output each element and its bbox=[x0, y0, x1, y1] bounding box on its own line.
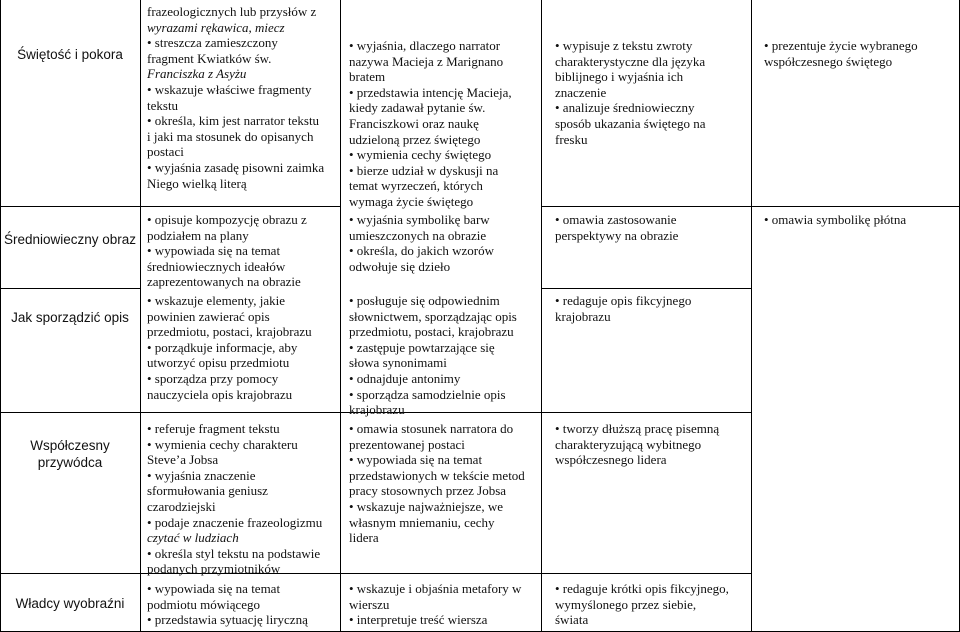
text-line: • podaje znaczenie frazeologizmu bbox=[147, 514, 323, 530]
text-line: wyrazami rękawica, miecz bbox=[147, 19, 285, 35]
row-divider bbox=[0, 573, 751, 574]
text-line: • wskazuje właściwe fragmenty bbox=[147, 81, 312, 97]
text-line: przedmiotu, postaci, krajobrazu bbox=[147, 324, 312, 340]
table-border bbox=[0, 0, 1, 632]
text-line: współczesnego lidera bbox=[555, 452, 667, 468]
text-line: • określa styl tekstu na podstawie bbox=[147, 545, 321, 561]
text-line: • odnajduje antonimy bbox=[349, 370, 461, 386]
text-line: • określa, kim jest narrator tekstu bbox=[147, 113, 320, 129]
text-line: fresku bbox=[555, 131, 588, 147]
topic-cell: Jak sporządzić opis bbox=[11, 310, 129, 325]
column-divider bbox=[140, 0, 141, 632]
text-line: • przedstawia intencję Macieja, bbox=[349, 84, 512, 100]
requirements-cell bbox=[349, 293, 517, 418]
text-line: • tworzy dłuższą pracę pisemną bbox=[555, 421, 720, 436]
text-line: słownictwem, sporządzając opis bbox=[349, 308, 517, 324]
text-line: • omawia zastosowanie bbox=[555, 212, 677, 227]
topic-cell: Władcy wyobraźni bbox=[15, 596, 125, 611]
topic-cell: Średniowieczny obraz bbox=[3, 232, 137, 247]
text-line: fragment Kwiatków św. bbox=[147, 50, 272, 66]
row-divider bbox=[541, 288, 751, 289]
text-line: świata bbox=[555, 612, 589, 628]
text-line: charakterystyczne dla języka bbox=[555, 53, 706, 69]
text-line: • wypisuje z tekstu zwroty bbox=[555, 38, 693, 53]
text-line: • wymienia cechy świętego bbox=[349, 147, 492, 163]
text-line: wymaga życie świętego bbox=[349, 193, 474, 209]
text-line: podmiotu mówiącego bbox=[147, 596, 261, 612]
topic-cell: Współczesny przywódca bbox=[30, 438, 110, 470]
text-line: czarodziejski bbox=[147, 498, 216, 514]
text-line: średniowiecznych ideałów bbox=[147, 258, 286, 274]
text-line: zaprezentowanych na obrazie bbox=[147, 274, 301, 290]
text-line: udzieloną przez świętego bbox=[349, 131, 481, 147]
text-line: krajobrazu bbox=[349, 402, 405, 418]
topic-cell: Świętość i pokora bbox=[17, 47, 123, 62]
text-line: utworzyć opisu przedmiotu bbox=[147, 355, 290, 371]
text-line: lidera bbox=[349, 530, 379, 546]
text-line: • wypowiada się na temat bbox=[147, 581, 281, 596]
text-line: tekstu bbox=[147, 97, 179, 113]
column-divider bbox=[751, 0, 752, 632]
text-line: odwołuje się dzieło bbox=[349, 258, 451, 274]
requirements-cell bbox=[349, 212, 494, 274]
requirements-cell bbox=[147, 421, 322, 577]
text-line: Steve’a Jobsa bbox=[147, 452, 219, 468]
text-line: • wskazuje elementy, jakie bbox=[147, 293, 285, 308]
text-line: pracy stosownych przez Jobsa bbox=[349, 483, 507, 499]
text-line: postaci bbox=[147, 144, 184, 160]
text-line: wymyślonego przez siebie, bbox=[555, 596, 697, 612]
text-line: • redaguje krótki opis fikcyjnego, bbox=[555, 581, 729, 596]
column-divider bbox=[340, 0, 341, 632]
text-line: • redaguje opis fikcyjnego bbox=[555, 293, 692, 308]
text-line: • wyjaśnia zasadę pisowni zaimka bbox=[147, 159, 325, 175]
column-divider bbox=[541, 0, 542, 632]
row-divider bbox=[0, 206, 340, 207]
text-line: krajobrazu bbox=[555, 308, 611, 324]
text-line: • sporządza przy pomocy bbox=[147, 370, 279, 386]
text-line: • bierze udział w dyskusji na bbox=[349, 162, 499, 178]
requirements-cell bbox=[147, 293, 312, 402]
text-line: wierszu bbox=[349, 596, 390, 612]
requirements-cell bbox=[555, 421, 719, 468]
text-line: kiedy zadawał pytanie św. bbox=[349, 100, 486, 116]
requirements-cell bbox=[147, 4, 324, 191]
text-line: • określa, do jakich wzorów bbox=[349, 243, 494, 259]
text-line: Franciszkowi oraz naukę bbox=[349, 115, 479, 131]
text-line: przedmiotu, postaci, krajobrazu bbox=[349, 324, 514, 340]
text-line: • streszcza zamieszczony bbox=[147, 35, 278, 51]
requirements-cell bbox=[764, 38, 918, 69]
requirements-cell bbox=[555, 581, 729, 628]
requirements-cell bbox=[555, 212, 678, 243]
text-line: • omawia stosunek narratora do bbox=[349, 421, 514, 436]
requirements-cell bbox=[555, 293, 691, 324]
text-line: • wyjaśnia, dlaczego narrator bbox=[349, 38, 501, 53]
row-divider bbox=[541, 206, 960, 207]
text-line: • wypowiada się na temat bbox=[147, 243, 281, 259]
text-line: podanych przymiotników bbox=[147, 561, 281, 577]
text-line: • posługuje się odpowiednim bbox=[349, 293, 500, 308]
requirements-cell bbox=[147, 581, 308, 628]
text-line: bratem bbox=[349, 69, 386, 85]
text-line: Niego wielką literą bbox=[147, 175, 247, 191]
text-line: przedstawionych w tekście metod bbox=[349, 467, 525, 483]
text-line: • sporządza samodzielnie opis bbox=[349, 386, 506, 402]
text-line: nazywa Macieja z Marignano bbox=[349, 53, 504, 69]
text-line: znaczenie bbox=[555, 84, 607, 100]
requirements-cell bbox=[555, 38, 706, 147]
requirements-cell bbox=[349, 38, 512, 210]
text-line: • zastępuje powtarzające się bbox=[349, 339, 495, 355]
text-line: • referuje fragment tekstu bbox=[147, 421, 280, 436]
text-line: współczesnego świętego bbox=[764, 53, 893, 69]
text-line: • wymienia cechy charakteru bbox=[147, 436, 298, 452]
text-line: • wyjaśnia symbolikę barw bbox=[349, 212, 490, 227]
text-line: • wyjaśnia znaczenie bbox=[147, 467, 256, 483]
text-line: • przedstawia sytuację liryczną bbox=[147, 612, 308, 628]
text-line: • prezentuje życie wybranego bbox=[764, 38, 918, 53]
text-line: perspektywy na obrazie bbox=[555, 227, 679, 243]
text-line: własnym mniemaniu, cechy bbox=[349, 514, 495, 530]
text-line: • wskazuje najważniejsze, we bbox=[349, 498, 503, 514]
requirements-cell bbox=[349, 421, 525, 546]
text-line: • interpretuje treść wiersza bbox=[349, 612, 488, 628]
text-line: • wypowiada się na temat bbox=[349, 452, 483, 468]
requirements-cell bbox=[349, 581, 521, 628]
text-line: Franciszka z Asyżu bbox=[147, 66, 247, 82]
text-line: słowa synonimami bbox=[349, 355, 447, 371]
text-line: • opisuje kompozycję obrazu z bbox=[147, 212, 307, 227]
text-line: prezentowanej postaci bbox=[349, 436, 465, 452]
text-line: umieszczonych na obrazie bbox=[349, 227, 487, 243]
text-line: • porządkuje informacje, aby bbox=[147, 339, 298, 355]
text-line: • omawia symbolikę płótna bbox=[764, 212, 907, 227]
text-line: charakteryzującą wybitnego bbox=[555, 436, 702, 452]
text-line: biblijnego i wyjaśnia ich bbox=[555, 69, 684, 85]
text-line: podziałem na plany bbox=[147, 227, 249, 243]
text-line: czytać w ludziach bbox=[147, 530, 239, 546]
row-divider bbox=[0, 288, 140, 289]
text-line: temat wyrzeczeń, których bbox=[349, 178, 483, 194]
requirements-cell bbox=[764, 212, 906, 228]
text-line: sposób ukazania świętego na bbox=[555, 115, 706, 131]
text-line: i jaki ma stosunek do opisanych bbox=[147, 128, 314, 144]
text-line: sformułowania geniusz bbox=[147, 483, 268, 499]
text-line: powinien zawierać opis bbox=[147, 308, 270, 324]
text-line: frazeologicznych lub przysłów z bbox=[147, 4, 317, 19]
text-line: • wskazuje i objaśnia metafory w bbox=[349, 581, 522, 596]
text-line: nauczyciela opis krajobrazu bbox=[147, 386, 293, 402]
requirements-cell bbox=[147, 212, 307, 290]
text-line: • analizuje średniowieczny bbox=[555, 100, 695, 116]
